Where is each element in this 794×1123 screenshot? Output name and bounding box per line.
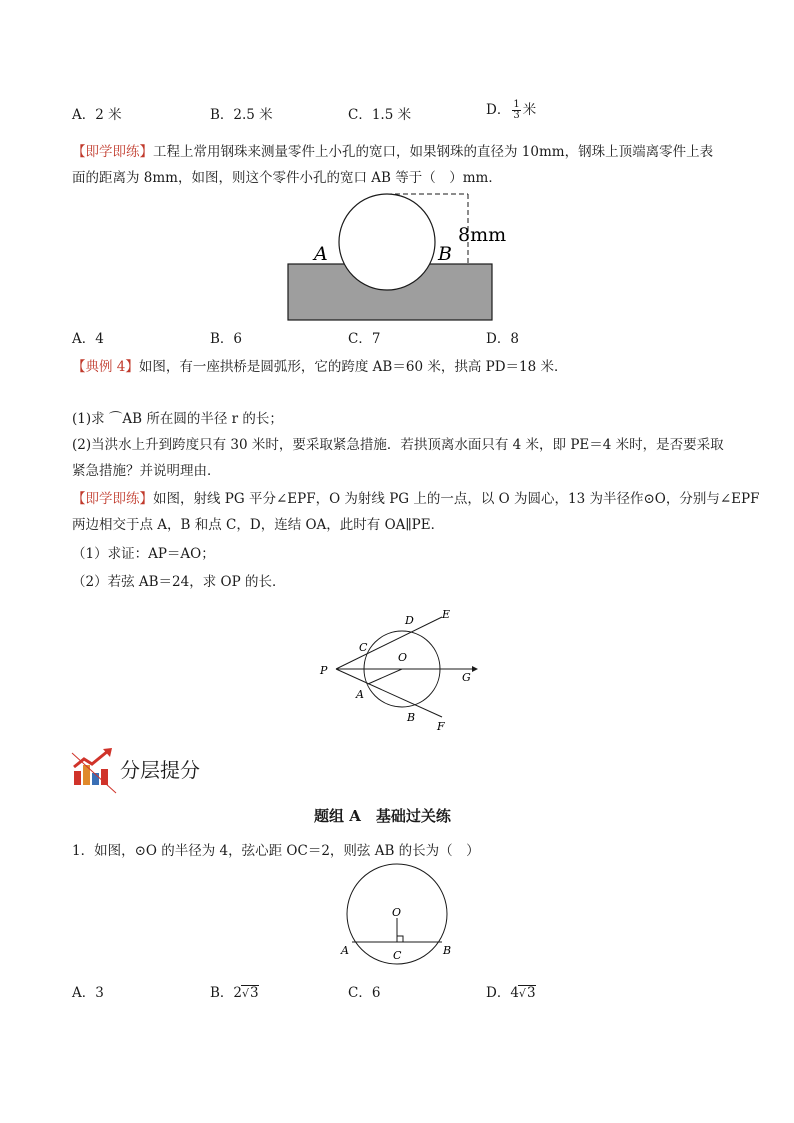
prev-option-d bbox=[486, 100, 536, 121]
label-e: E bbox=[442, 608, 451, 621]
groupA-option-a: A．3 bbox=[72, 985, 104, 1001]
practice2-q2: （2）若弦 AB＝24，求 OP 的长． bbox=[72, 574, 286, 590]
label-o: O bbox=[392, 906, 402, 919]
label-b: B bbox=[407, 711, 416, 724]
practice2-line2: 两边相交于点 A，B 和点 C，D，连结 OA，此时有 OA∥PE． bbox=[72, 517, 445, 533]
sqrt-radicand: √3 bbox=[518, 985, 536, 1001]
group-title: 题组 A 基础过关练 bbox=[314, 807, 451, 825]
label-a: A bbox=[341, 944, 349, 957]
chord-circle-figure bbox=[330, 862, 470, 982]
practice2-line1 bbox=[72, 490, 760, 508]
segment-oa bbox=[368, 669, 402, 684]
practice1-line1 bbox=[72, 143, 713, 161]
example4-q2-line1: (2)当洪水上升到跨度只有 30 米时，要采取紧急措施．若拱顶离水面只有 4 米，即 PE＝4 米时，是否要采取 bbox=[72, 437, 724, 453]
groupA-q1: 1．如图，⊙O 的半径为 4，弦心距 OC＝2，则弦 AB 的长为（ ） bbox=[72, 843, 480, 859]
practice1-option-c: C．7 bbox=[348, 331, 381, 347]
practice-tag: 【即学即练】 bbox=[72, 144, 153, 160]
example4-line bbox=[72, 358, 568, 376]
ball-gauge-figure bbox=[280, 190, 520, 330]
label-d: D bbox=[405, 614, 414, 627]
example4-q1: (1)求 ⌒AB 所在圆的半径 r 的长； bbox=[72, 411, 283, 427]
prev-option-d-unit: 米 bbox=[522, 102, 537, 118]
groupA-option-b bbox=[210, 984, 259, 1002]
practice2-q1: （1）求证：AP＝AO； bbox=[72, 546, 215, 562]
label-c: C bbox=[393, 949, 402, 962]
practice1-option-b: B．6 bbox=[210, 331, 243, 347]
example-tag: 【典例 4】 bbox=[72, 359, 139, 375]
label-b: B bbox=[438, 243, 452, 265]
prev-option-c: C．1.5 米 bbox=[348, 107, 412, 123]
label-g: G bbox=[462, 671, 471, 684]
groupA-option-d-prefix: D．4 bbox=[486, 985, 519, 1001]
groupA-option-b-prefix: B．2 bbox=[210, 985, 243, 1001]
practice1-line2: 面的距离为 8mm，如图，则这个零件小孔的宽口 AB 等于（ ）mm． bbox=[72, 170, 502, 186]
example4-q2-line2: 紧急措施？并说明理由． bbox=[72, 463, 221, 479]
practice1-text: 工程上常用钢珠来测量零件上小孔的宽口，如果钢珠的直径为 10mm，钢珠上顶端离零件上表 bbox=[153, 144, 714, 160]
label-a: A bbox=[356, 688, 364, 701]
groupA-option-c: C．6 bbox=[348, 985, 381, 1001]
label-8mm: 8mm bbox=[458, 224, 507, 246]
label-c: C bbox=[359, 641, 368, 654]
practice1-option-d: D．8 bbox=[486, 331, 519, 347]
chart-growth-icon bbox=[70, 747, 120, 795]
arrow-g bbox=[472, 666, 478, 672]
ray-pf bbox=[336, 669, 442, 717]
fraction-denominator: 3 bbox=[513, 110, 520, 121]
label-a: A bbox=[314, 243, 328, 265]
prev-option-b: B．2.5 米 bbox=[210, 107, 273, 123]
label-p: P bbox=[320, 664, 328, 677]
groupA-option-d bbox=[486, 984, 536, 1002]
practice1-option-a: A．4 bbox=[72, 331, 104, 347]
practice2-text: 如图，射线 PG 平分∠EPF，O 为射线 PG 上的一点，以 O 为圆心，13 为半径作⊙O，分别与∠EPF bbox=[153, 491, 760, 507]
example4-text: 如图，有一座拱桥是圆弧形，它的跨度 AB＝60 米，拱高 PD＝18 米． bbox=[138, 359, 568, 375]
right-angle-mark bbox=[397, 936, 403, 942]
fraction bbox=[512, 100, 520, 121]
label-f: F bbox=[437, 720, 445, 733]
ray-pe bbox=[336, 617, 442, 669]
fraction-numerator: 1 bbox=[513, 99, 520, 110]
steel-ball bbox=[339, 194, 435, 290]
angle-circle-figure bbox=[310, 600, 500, 740]
prev-option-a: A．2 米 bbox=[72, 107, 122, 123]
label-o: O bbox=[398, 651, 408, 664]
practice-tag: 【即学即练】 bbox=[72, 491, 153, 507]
label-b: B bbox=[443, 944, 452, 957]
prev-option-d-prefix: D． bbox=[486, 102, 511, 118]
sqrt-radicand: √3 bbox=[242, 985, 259, 1001]
section-title: 分层提分 bbox=[120, 758, 200, 782]
